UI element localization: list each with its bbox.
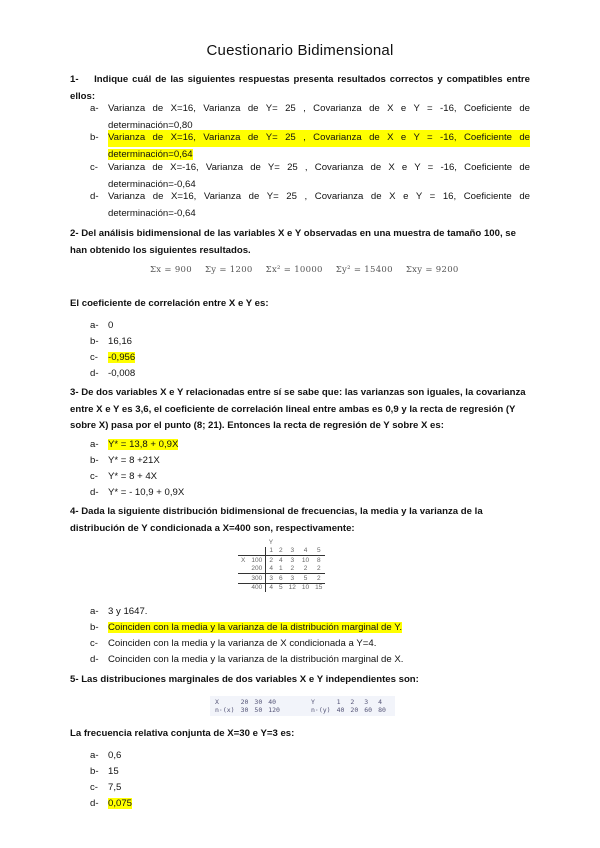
- formula-sum-y2: Σy² = 15400: [335, 265, 393, 275]
- question-4-line2: distribución de Y condicionada a X=400 son, respectivamente:: [70, 522, 355, 534]
- marginal-x-header: 40: [268, 698, 277, 706]
- table-col-header: 1: [266, 547, 276, 556]
- answer-option-q5-0[interactable]: [90, 748, 530, 765]
- question-2-sub: El coeficiente de correlación entre X e Y es:: [70, 298, 269, 309]
- answer-option-q1-3[interactable]: [90, 189, 530, 222]
- answer-option-q4-2[interactable]: [90, 636, 530, 653]
- answer-option-q2-0[interactable]: [90, 318, 530, 335]
- table-row-header: 200: [251, 565, 263, 573]
- marginal-x-header: X: [215, 698, 219, 706]
- table-cell: 4: [266, 565, 276, 574]
- option-text-line2: determinación=-0,64: [108, 178, 196, 190]
- answer-option-q1-1[interactable]: [90, 130, 530, 163]
- option-text-line1: Varianza de X=-16, Varianza de Y= 25 , Covarianza de X e Y = -16, Coeficiente de: [108, 162, 530, 173]
- option-text: Coinciden con la media y la varianza de la distribución marginal de X.: [108, 654, 404, 665]
- question-3-line2: entre X e Y es 3,6, el coeficiente de correlación lineal entre ambas es 0,9 y la recta de regresión (Y: [70, 403, 516, 415]
- option-text: 0,075: [108, 798, 133, 809]
- table-col-header: 2: [279, 547, 283, 555]
- answer-option-q4-1[interactable]: [90, 620, 530, 637]
- marginal-x-table: [212, 698, 283, 714]
- answer-option-q3-1[interactable]: [90, 453, 530, 470]
- answer-option-q4-3[interactable]: [90, 652, 530, 669]
- formula-sum-y: Σy = 1200: [204, 265, 253, 275]
- table-col-header: 5: [316, 547, 321, 555]
- answer-option-q2-1[interactable]: [90, 334, 530, 351]
- table-cell: 6: [276, 574, 286, 584]
- summary-formula: [150, 265, 460, 287]
- marginal-y-header: 1: [336, 698, 341, 706]
- option-text: Coinciden con la media y la varianza de X condicionada a Y=4.: [108, 638, 377, 649]
- marginal-y-freq: 80: [378, 706, 386, 714]
- answer-option-q3-0[interactable]: [90, 437, 530, 454]
- option-text: -0,008: [108, 368, 136, 379]
- marginal-y-header: 2: [350, 698, 355, 706]
- table-cell: 3: [266, 574, 276, 584]
- question-4-line1: 4- Dada la siguiente distribución bidimensional de frecuencias, la media y la varianza de la: [70, 506, 483, 517]
- question-5-sub: La frecuencia relativa conjunta de X=30 e Y=3 es:: [70, 728, 295, 739]
- marginal-y-header: 4: [378, 698, 382, 706]
- question-1-number: 1-: [70, 74, 79, 85]
- formula-sum-x2: Σx² = 10000: [265, 265, 323, 275]
- option-text: Coinciden con la media y la varianza de la distribución marginal de Y.: [108, 622, 403, 633]
- marginal-x-freq: 30: [240, 706, 249, 714]
- option-letter: c-: [90, 162, 98, 173]
- option-text: 3 y 1647.: [108, 606, 148, 617]
- answer-option-q4-0[interactable]: [90, 604, 530, 621]
- answer-option-q3-3[interactable]: [90, 485, 530, 502]
- option-letter: b-: [90, 132, 99, 143]
- answer-option-q5-1[interactable]: [90, 764, 530, 781]
- option-text: Y* = 13,8 + 0,9X: [108, 439, 179, 450]
- option-text-line1: Varianza de X=16, Varianza de Y= 25 , Covarianza de X e Y = -16, Coeficiente de: [108, 103, 530, 114]
- table-cell: 5: [299, 574, 312, 584]
- answer-option-q3-2[interactable]: [90, 469, 530, 486]
- option-text: 15: [108, 766, 119, 777]
- table-cell: 10: [299, 583, 312, 592]
- table-cell: 2: [316, 565, 321, 573]
- answer-option-q2-3[interactable]: [90, 366, 530, 383]
- marginal-y-freq: 40: [336, 706, 345, 714]
- option-text: Y* = - 10,9 + 0,9X: [108, 487, 185, 498]
- question-1-text: Indique cuál de las siguientes respuestas presenta resultados correctos y compatibles entre ellos:: [70, 74, 530, 102]
- option-letter: a-: [90, 439, 99, 450]
- table-cell: 3: [286, 556, 299, 565]
- marginal-y-freq: 20: [350, 706, 359, 714]
- table-row-header: 400: [248, 583, 265, 592]
- marginal-y-freq: 60: [364, 706, 373, 714]
- marginal-x-freq: 50: [254, 706, 263, 714]
- marginal-y-table: [308, 698, 389, 714]
- table-cell: 2: [290, 565, 295, 573]
- table-row-header: 300: [248, 574, 265, 584]
- marginal-y-header: Y: [311, 698, 315, 706]
- table-row-header: 100: [248, 556, 265, 565]
- question-3-line1: 3- De dos variables X e Y relacionadas entre sí se sabe que: las varianzas son iguales, la covarianza: [70, 387, 526, 398]
- option-text: 0,6: [108, 750, 122, 761]
- option-letter: a-: [90, 750, 99, 761]
- table-cell: 12: [286, 583, 299, 592]
- option-letter: c-: [90, 638, 98, 649]
- option-letter: c-: [90, 782, 98, 793]
- option-text-line1: Varianza de X=16, Varianza de Y= 25 , Covarianza de X e Y = 16, Coeficiente de: [108, 191, 530, 202]
- option-letter: d-: [90, 368, 99, 379]
- option-letter: a-: [90, 320, 99, 331]
- option-letter: b-: [90, 766, 99, 777]
- option-letter: b-: [90, 622, 99, 633]
- table-cell: 2: [303, 565, 308, 573]
- question-3-line3: sobre X) pasa por el punto (8; 21). Entonces la recta de regresión de Y sobre X es:: [70, 420, 444, 431]
- marginal-x-header: 30: [254, 698, 263, 706]
- question-2-line2: han obtenido los siguientes resultados.: [70, 244, 251, 256]
- marginal-y-freq: n·(y): [311, 706, 331, 714]
- option-letter: a-: [90, 103, 99, 114]
- marginal-x-freq: n·(x): [215, 706, 235, 714]
- option-letter: c-: [90, 352, 98, 363]
- table-cell: 15: [312, 583, 325, 592]
- table-cell: 10: [299, 556, 312, 565]
- question-2: [70, 226, 530, 259]
- table-cell: 2: [266, 556, 276, 565]
- answer-option-q2-2[interactable]: [90, 350, 530, 367]
- option-text: Y* = 8 + 4X: [108, 471, 158, 482]
- table-cell: 4: [276, 556, 286, 565]
- option-text-line2: determinación=0,64: [108, 148, 193, 160]
- option-text: -0,956: [108, 352, 136, 363]
- marginal-x-header: 20: [240, 698, 249, 706]
- option-text-line2: determinación=0,80: [108, 119, 193, 131]
- page-title: Cuestionario Bidimensional: [206, 42, 394, 59]
- formula-sum-x: Σx = 900: [150, 265, 192, 275]
- option-letter: d-: [90, 487, 99, 498]
- question-4: [70, 504, 530, 537]
- option-letter: d-: [90, 191, 99, 202]
- option-text: 0: [108, 320, 114, 331]
- table-cell: 3: [286, 574, 299, 584]
- option-letter: a-: [90, 606, 99, 617]
- table-y-label: Y: [268, 538, 274, 546]
- option-text: Y* = 8 +21X: [108, 455, 160, 466]
- option-text-line1: Varianza de X=16, Varianza de Y= 25 , Covarianza de X e Y = -16, Coeficiente de: [108, 130, 530, 147]
- option-letter: c-: [90, 471, 98, 482]
- option-letter: d-: [90, 798, 99, 809]
- option-letter: d-: [90, 654, 99, 665]
- formula-sum-xy: Σxy = 9200: [405, 265, 459, 275]
- marginal-x-freq: 120: [268, 706, 280, 714]
- table-cell: 1: [279, 565, 283, 573]
- table-col-header: 3: [290, 547, 295, 555]
- option-letter: b-: [90, 455, 99, 466]
- table-col-header: 4: [303, 547, 308, 555]
- answer-option-q5-3[interactable]: [90, 796, 530, 813]
- option-text-line2: determinación=-0,64: [108, 207, 196, 219]
- table-cell: 8: [312, 556, 325, 565]
- table-x-label: X: [238, 556, 248, 565]
- answer-option-q5-2[interactable]: [90, 780, 530, 797]
- question-5: 5- Las distribuciones marginales de dos variables X e Y independientes son:: [70, 674, 419, 685]
- table-cell: 4: [266, 583, 276, 592]
- table-cell: 2: [312, 574, 325, 584]
- frequency-table: [238, 538, 325, 592]
- option-text: 16,16: [108, 336, 133, 347]
- question-3: [70, 385, 530, 435]
- marginal-y-header: 3: [364, 698, 369, 706]
- question-2-line1: 2- Del análisis bidimensional de las variables X e Y observadas en una muestra de tamaño 100, se: [70, 228, 516, 239]
- option-text: 7,5: [108, 782, 122, 793]
- table-cell: 5: [276, 583, 286, 592]
- option-letter: b-: [90, 336, 99, 347]
